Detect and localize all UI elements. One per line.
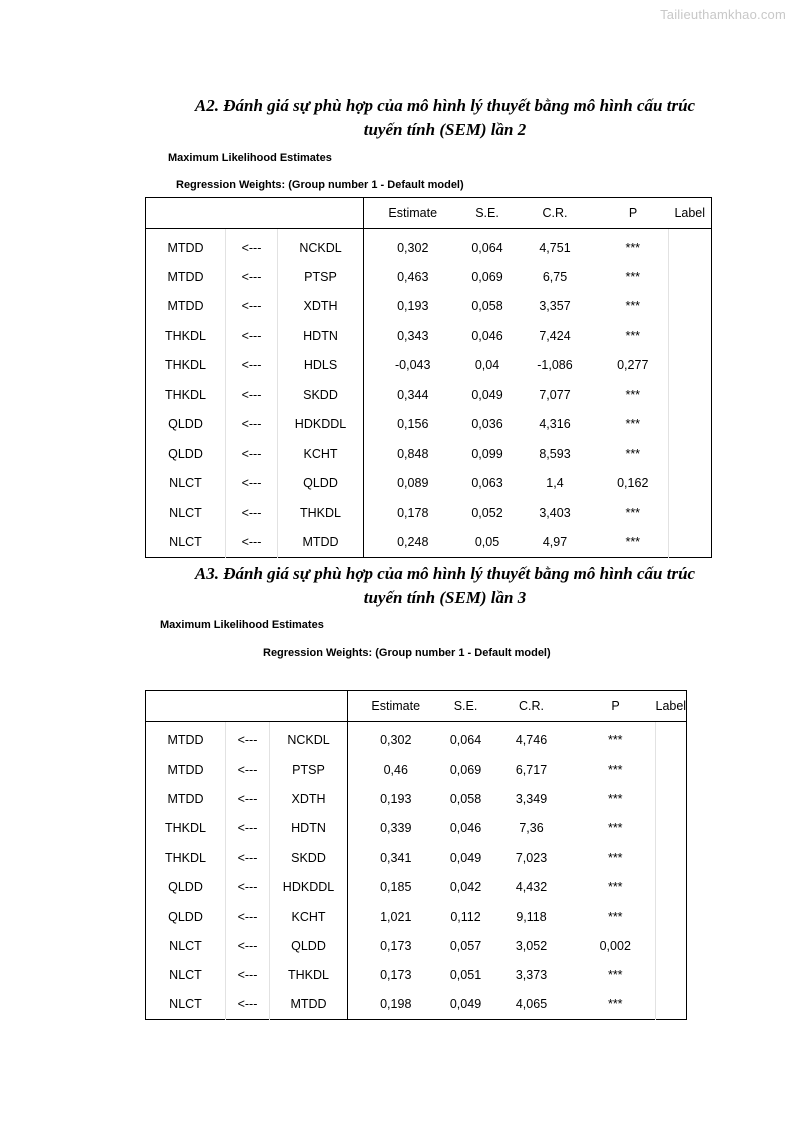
dependent-cell: NLCT [146,990,226,1019]
table-row [146,961,687,990]
section-a2-mle-label: Maximum Likelihood Estimates [168,152,332,164]
table-row [146,990,687,1019]
estimate-cell: 0,302 [397,240,429,255]
se-cell: 0,063 [471,476,503,491]
section-a2-title [150,94,740,142]
header-p-cell: P [598,198,669,229]
p-cell: 0,002 [576,931,656,960]
p-cell: *** [598,439,669,469]
se-cell: 0,049 [449,997,482,1012]
estimate-cell: -0,043 [395,358,431,373]
estimate-cell: 0,089 [397,476,429,491]
header-blank-cell [226,198,278,229]
cr-cell: 7,077 [539,387,571,402]
section-a3-mle-label: Maximum Likelihood Estimates [160,619,324,631]
predictor-cell: HDKDDL [278,410,364,440]
p-cell: *** [598,262,669,292]
arrow-cell: <--- [226,439,278,469]
table-row [146,902,687,931]
label-cell [656,931,687,960]
se-cell: 0,05 [474,535,500,549]
predictor-cell: SKDD [278,380,364,410]
estimate-cell: 0,193 [397,299,429,314]
se-cell: 0,069 [471,269,503,284]
estimate-cell: 0,339 [380,821,412,836]
arrow-cell: <--- [226,872,270,901]
estimate-cell: 0,344 [397,387,429,402]
header-cr-cell: C.R. [488,691,576,722]
dependent-cell: QLDD [146,872,226,901]
table-row [146,351,712,381]
dependent-cell: MTDD [146,784,226,813]
cr-cell: 4,065 [515,997,548,1012]
arrow-cell: <--- [226,931,270,960]
section-a2-title-line2: tuyến tính (SEM) lần 2 [363,120,527,139]
table-row [146,843,687,872]
predictor-cell: THKDL [278,498,364,528]
arrow-cell: <--- [226,292,278,322]
header-estimate-cell: Estimate [348,691,444,722]
cr-cell: 4,97 [542,535,568,549]
estimate-cell: 0,173 [380,968,412,983]
p-cell: *** [576,872,656,901]
predictor-cell: MTDD [270,990,348,1019]
header-se-cell: S.E. [444,691,488,722]
estimate-cell: 0,173 [380,938,412,953]
label-cell [656,902,687,931]
section-a3-title-line2: tuyến tính (SEM) lần 3 [363,588,527,607]
header-estimate-cell: Estimate [364,198,462,229]
header-blank-cell [270,691,348,722]
dependent-cell: MTDD [146,262,226,292]
p-cell: *** [576,961,656,990]
cr-cell: 3,373 [515,968,548,983]
cr-cell: 7,424 [539,328,571,343]
p-cell: *** [576,843,656,872]
estimate-cell: 0,198 [380,997,412,1012]
predictor-cell: HDLS [278,351,364,381]
predictor-cell: NCKDL [278,229,364,263]
table-row [146,722,687,755]
cr-cell: 6,75 [542,269,568,284]
estimate-cell: 0,185 [380,880,412,895]
section-a2-title-line1: A2. Đánh giá sự phù hợp của mô hình lý thuyết bằng mô hình cấu trúc [194,96,696,115]
estimate-cell: 0,46 [383,762,408,777]
label-cell [669,351,712,381]
cr-cell: 7,023 [515,850,548,865]
header-blank-cell [146,691,226,722]
dependent-cell: MTDD [146,755,226,784]
p-cell: *** [598,321,669,351]
table-row [146,498,712,528]
arrow-cell: <--- [226,498,278,528]
arrow-cell: <--- [226,469,278,499]
dependent-cell: THKDL [146,321,226,351]
se-cell: 0,052 [471,505,503,520]
se-cell: 0,046 [471,328,503,343]
arrow-cell: <--- [226,755,270,784]
label-cell [669,410,712,440]
dependent-cell: QLDD [146,439,226,469]
header-se-cell: S.E. [462,198,513,229]
p-cell: *** [576,784,656,813]
label-cell [669,262,712,292]
header-p-cell: P [576,691,656,722]
table-row [146,410,712,440]
dependent-cell: NLCT [146,961,226,990]
estimate-cell: 0,156 [397,417,429,432]
label-cell [656,784,687,813]
table-row [146,292,712,322]
predictor-cell: XDTH [270,784,348,813]
header-blank-cell [278,198,364,229]
p-cell: *** [598,380,669,410]
p-cell: *** [598,229,669,263]
predictor-cell: KCHT [278,439,364,469]
dependent-cell: NLCT [146,528,226,558]
dependent-cell: THKDL [146,351,226,381]
cr-cell: 3,403 [539,505,571,520]
se-cell: 0,058 [449,791,482,806]
dependent-cell: NLCT [146,498,226,528]
header-cr-cell: C.R. [513,198,598,229]
arrow-cell: <--- [226,229,278,263]
watermark-text: Tailieuthamkhao.com [660,7,786,22]
table-row [146,229,712,263]
cr-cell: 3,052 [515,938,548,953]
header-blank-cell [146,198,226,229]
cr-cell: 8,593 [539,446,571,461]
table-a2-body [146,198,712,558]
dependent-cell: MTDD [146,722,226,755]
cr-cell: 4,316 [539,417,571,432]
estimate-cell: 0,343 [397,328,429,343]
table-row [146,784,687,813]
cr-cell: 4,432 [515,880,548,895]
table-row [146,262,712,292]
label-cell [656,872,687,901]
predictor-cell: HDKDDL [270,872,348,901]
regression-weights-table-a2 [145,197,712,558]
cr-cell: 6,717 [515,762,548,777]
p-cell: *** [598,498,669,528]
dependent-cell: THKDL [146,814,226,843]
label-cell [669,439,712,469]
section-a3-title-line1: A3. Đánh giá sự phù hợp của mô hình lý thuyết bằng mô hình cấu trúc [194,564,696,583]
estimate-cell: 0,302 [380,733,412,748]
arrow-cell: <--- [226,410,278,440]
se-cell: 0,064 [449,733,482,748]
arrow-cell: <--- [226,902,270,931]
predictor-cell: XDTH [278,292,364,322]
label-cell [656,814,687,843]
cr-cell: 4,746 [515,733,548,748]
table-row [146,380,712,410]
p-cell: *** [598,292,669,322]
se-cell: 0,049 [471,387,503,402]
estimate-cell: 0,178 [397,505,429,520]
estimate-cell: 0,848 [397,446,429,461]
arrow-cell: <--- [226,843,270,872]
arrow-cell: <--- [226,722,270,755]
p-cell: 0,162 [598,469,669,499]
estimate-cell: 0,248 [397,535,429,549]
table-row [146,439,712,469]
p-cell: *** [598,410,669,440]
label-cell [656,843,687,872]
table-row [146,528,712,558]
predictor-cell: PTSP [278,262,364,292]
arrow-cell: <--- [226,351,278,381]
table-a3-body [146,691,687,1020]
label-cell [669,380,712,410]
predictor-cell: MTDD [278,528,364,558]
predictor-cell: THKDL [270,961,348,990]
section-a3-title [150,562,740,610]
estimate-cell: 0,193 [380,791,412,806]
header-blank-cell [226,691,270,722]
arrow-cell: <--- [226,784,270,813]
dependent-cell: MTDD [146,292,226,322]
label-cell [669,321,712,351]
table-row [146,931,687,960]
predictor-cell: KCHT [270,902,348,931]
p-cell: *** [576,722,656,755]
cr-cell: -1,086 [537,358,573,373]
table-row [146,469,712,499]
dependent-cell: QLDD [146,902,226,931]
header-row [146,691,687,722]
dependent-cell: NLCT [146,931,226,960]
arrow-cell: <--- [226,380,278,410]
dependent-cell: QLDD [146,410,226,440]
table-row [146,814,687,843]
estimate-cell: 1,021 [380,909,412,924]
label-cell [656,961,687,990]
label-cell [669,528,712,558]
cr-cell: 9,118 [516,909,547,924]
se-cell: 0,036 [471,417,503,432]
section-a3-table-caption: Regression Weights: (Group number 1 - Default model) [263,647,551,659]
arrow-cell: <--- [226,990,270,1019]
p-cell: *** [576,755,656,784]
label-cell [656,755,687,784]
se-cell: 0,04 [474,358,500,373]
p-cell: *** [576,814,656,843]
label-cell [669,498,712,528]
header-label-cell: Label [656,691,687,722]
predictor-cell: PTSP [270,755,348,784]
label-cell [669,469,712,499]
se-cell: 0,058 [471,299,503,314]
se-cell: 0,049 [449,850,482,865]
cr-cell: 3,349 [515,791,548,806]
header-label-cell: Label [669,198,712,229]
section-a2-table-caption: Regression Weights: (Group number 1 - Default model) [176,179,464,191]
label-cell [656,722,687,755]
predictor-cell: QLDD [278,469,364,499]
predictor-cell: NCKDL [270,722,348,755]
cr-cell: 1,4 [546,476,564,491]
estimate-cell: 0,341 [380,850,412,865]
dependent-cell: THKDL [146,380,226,410]
table-row [146,321,712,351]
label-cell [669,229,712,263]
se-cell: 0,064 [471,240,503,255]
dependent-cell: NLCT [146,469,226,499]
se-cell: 0,046 [449,821,482,836]
table-row [146,755,687,784]
cr-cell: 7,36 [519,821,544,836]
label-cell [656,990,687,1019]
p-cell: *** [598,528,669,558]
se-cell: 0,069 [449,762,482,777]
cr-cell: 4,751 [539,240,571,255]
arrow-cell: <--- [226,814,270,843]
arrow-cell: <--- [226,262,278,292]
table-row [146,872,687,901]
predictor-cell: HDTN [270,814,348,843]
se-cell: 0,051 [449,968,482,983]
arrow-cell: <--- [226,961,270,990]
p-cell: *** [576,990,656,1019]
p-cell: 0,277 [598,351,669,381]
p-cell: *** [576,902,656,931]
se-cell: 0,042 [449,880,482,895]
se-cell: 0,112 [450,909,481,924]
dependent-cell: THKDL [146,843,226,872]
header-row [146,198,712,229]
arrow-cell: <--- [226,528,278,558]
predictor-cell: QLDD [270,931,348,960]
se-cell: 0,099 [471,446,503,461]
predictor-cell: SKDD [270,843,348,872]
predictor-cell: HDTN [278,321,364,351]
dependent-cell: MTDD [146,229,226,263]
estimate-cell: 0,463 [397,269,429,284]
label-cell [669,292,712,322]
se-cell: 0,057 [449,938,482,953]
arrow-cell: <--- [226,321,278,351]
regression-weights-table-a3 [145,690,687,1020]
cr-cell: 3,357 [539,299,571,314]
